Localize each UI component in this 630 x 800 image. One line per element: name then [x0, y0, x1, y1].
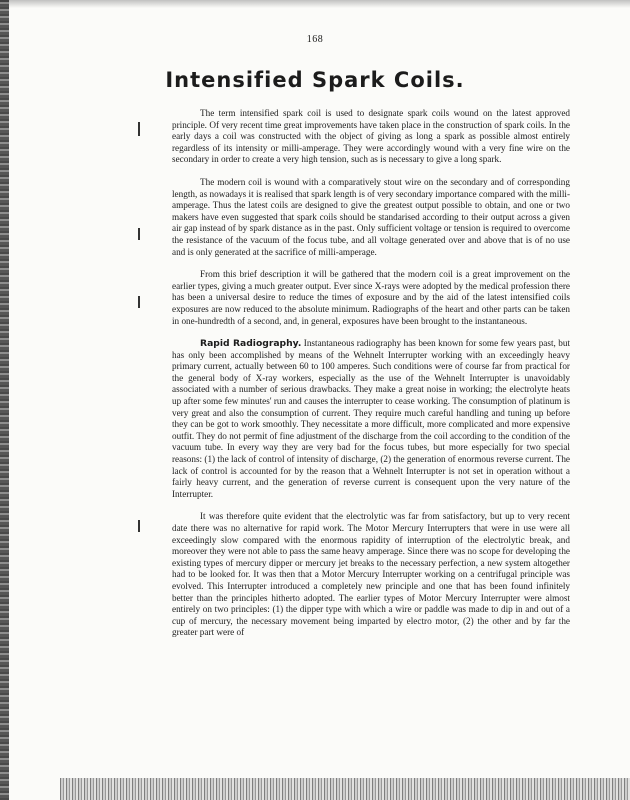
- article-body: [172, 108, 570, 650]
- paragraph-text: The modern coil is wound with a comparatively stout wire on the secondary and of corresponding length, as nowadays it is realised that spark length is of very secondary importance compared with the milli-amperage. Thus the latest coils are designed to give the greatest output possible to obtain, and one or two makers have even suggested that spark coils should be standarised according to their output across a given air gap instead of by spark distance as in the past. Only sufficient voltage or tension is required to overcome the resistance of the vacuum of the focus tube, and all voltage generated over and above that is of no use and is only generated at the sacrifice of milli-amperage.: [172, 176, 571, 257]
- margin-mark: [138, 520, 140, 532]
- paragraph: [172, 108, 570, 166]
- paragraph-text: Instantaneous radiography has been known for some few years past, but has only been accomplished by means of the Wehnelt Interrupter working with an exceedingly heavy primary current, actually between 60 to 100 amperes. Such conditions were of course far from practical for the general body of X-ray workers, especially as the use of the Wehnelt Interrupter is unavoidably associated with a number of serious drawbacks. They make a great noise in working; the electrolyte heats up after some few minutes' run and causes the interrupter to cease working. The consumption of platinum is very great and also the consumption of current. They require much careful handling and tuning up before they can be got to work smoothly. They necessitate a more difficult, more complicated and more expensive outfit. They do not permit of fine adjustment of the discharge from the coil according to the condition of the vacuum tube. In every way they are very bad for the focus tubes, but more especially for two special reasons: (1) the lack of control of intensity of discharge, (2) the generation of enormous reverse current. The lack of control is accounted for by the reason that a Wehnelt Interrupter is not set in operation without a fairly heavy current, and the generation of reverse current is consequent upon the very nature of the Interrupter.: [172, 338, 570, 499]
- scan-shadow-top: [0, 0, 630, 8]
- paragraph: [172, 177, 570, 258]
- page-number: 168: [306, 34, 324, 45]
- section-heading: Rapid Radiography.: [200, 338, 302, 350]
- page-title: Intensified Spark Coils.: [165, 68, 465, 92]
- paragraph-text: The term intensified spark coil is used to designate spark coils wound on the latest approved principle. Of very recent time great improvements have taken place in the construction of spark coils. In the early days a coil was constructed with the object of giving as long a spark as possible almost entirely regardless of its intensity or milli-amperage. They were accordingly wound with a very fine wire on the secondary in order to create a very high tension, such as is necessary to give a long spark.: [172, 108, 570, 165]
- scan-noise-bottom: [60, 778, 630, 800]
- paragraph: [172, 338, 570, 500]
- paragraph: [172, 269, 570, 327]
- paragraph-text: From this brief description it will be gathered that the modern coil is a great improvement on the earlier types, giving a much greater output. Ever since X-rays were adopted by the medical profession there has been a universal desire to reduce the times of exposure and by the aid of the latest intensified coils exposures are now reduced to the absolute minimum. Radiographs of the heart and other parts can be taken in one-hundredth of a second, and, in general, exposures have been brought to the instantaneous.: [172, 269, 570, 326]
- scan-edge-left: [0, 0, 9, 800]
- paragraph: [172, 511, 570, 639]
- margin-mark: [138, 122, 140, 136]
- paragraph-text: It was therefore quite evident that the electrolytic was far from satisfactory, but up to very recent date there was no alternative for rapid work. The Motor Mercury Interrupters that were in use were all exceedingly slow compared with the enormous rapidity of interruption of the electrolytic break, and moreover they were not able to pass the same heavy amperage. Since there was no scope for developing the existing types of mercury dipper or mercury jet breaks to the necessary perfection, a new system altogether had to be looked for. It was then that a Motor Mercury Interrupter working on a centrifugal principle was evolved. This Interrupter introduced a completely new principle and one that has been found infinitely better than the principles hitherto adopted. The earlier types of Motor Mercury Interrupter were almost entirely on two principles: (1) the dipper type with which a wire or paddle was made to dip in and out of a cup of mercury, the necessary movement being imparted by electro motor, (2) the other and by far the greater part were of: [172, 511, 570, 638]
- margin-mark: [138, 296, 140, 308]
- margin-mark: [138, 228, 140, 240]
